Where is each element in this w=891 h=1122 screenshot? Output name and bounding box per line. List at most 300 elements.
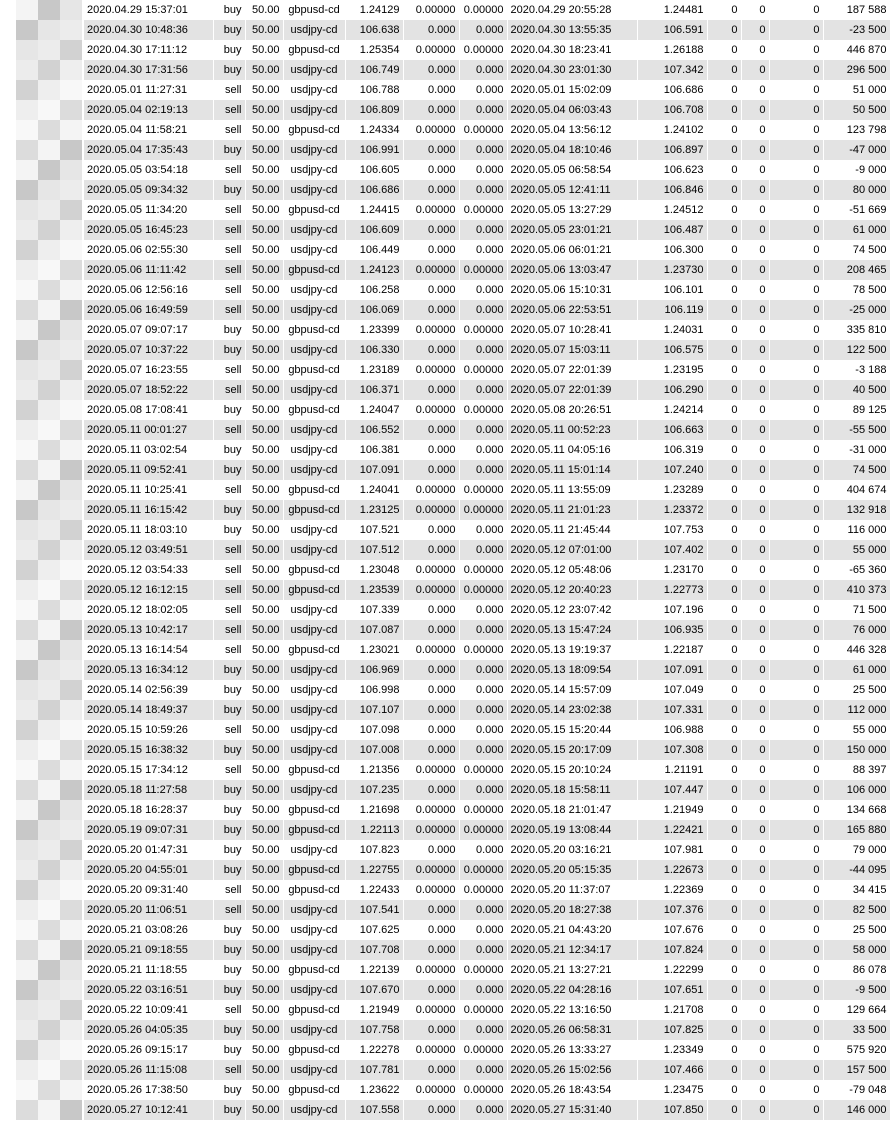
profit-cell: 296 500 <box>823 60 890 80</box>
stop-loss-cell: 0.00000 <box>403 1040 459 1060</box>
table-row <box>84 880 890 900</box>
profit-cell: 335 810 <box>823 320 890 340</box>
type-cell: buy <box>213 940 245 960</box>
taxes-cell: 0 <box>741 800 769 820</box>
open-price-cell: 106.605 <box>345 160 403 180</box>
symbol-cell: gbpusd-cd <box>283 120 345 140</box>
table-row <box>84 700 890 720</box>
commission-cell: 0 <box>707 720 741 740</box>
volume-cell: 50.00 <box>245 200 283 220</box>
table-row <box>84 920 890 940</box>
commission-cell: 0 <box>707 820 741 840</box>
table-row <box>84 540 890 560</box>
close-time-cell: 2020.05.05 06:58:54 <box>507 160 637 180</box>
swap-cell: 0 <box>769 1100 823 1120</box>
volume-cell: 50.00 <box>245 760 283 780</box>
taxes-cell: 0 <box>741 820 769 840</box>
taxes-cell: 0 <box>741 380 769 400</box>
table-row <box>84 1000 890 1020</box>
taxes-cell: 0 <box>741 700 769 720</box>
open-price-cell: 106.749 <box>345 60 403 80</box>
close-price-cell: 1.22421 <box>637 820 707 840</box>
redaction-block <box>38 760 60 780</box>
profit-cell: 55 000 <box>823 720 890 740</box>
swap-cell: 0 <box>769 660 823 680</box>
symbol-cell: gbpusd-cd <box>283 400 345 420</box>
close-price-cell: 106.897 <box>637 140 707 160</box>
type-cell: buy <box>213 980 245 1000</box>
redaction-block <box>38 1000 60 1020</box>
table-row <box>84 460 890 480</box>
redaction-block <box>16 1060 38 1080</box>
close-price-cell: 106.290 <box>637 380 707 400</box>
table-row <box>84 780 890 800</box>
commission-cell: 0 <box>707 120 741 140</box>
close-time-cell: 2020.05.06 13:03:47 <box>507 260 637 280</box>
taxes-cell: 0 <box>741 340 769 360</box>
taxes-cell: 0 <box>741 620 769 640</box>
close-time-cell: 2020.05.20 05:15:35 <box>507 860 637 880</box>
stop-loss-cell: 0.000 <box>403 940 459 960</box>
open-time-cell: 2020.05.05 03:54:18 <box>84 160 213 180</box>
symbol-cell: gbpusd-cd <box>283 500 345 520</box>
close-price-cell: 106.663 <box>637 420 707 440</box>
commission-cell: 0 <box>707 900 741 920</box>
symbol-cell: usdjpy-cd <box>283 1060 345 1080</box>
symbol-cell: gbpusd-cd <box>283 360 345 380</box>
open-price-cell: 106.371 <box>345 380 403 400</box>
table-row <box>84 500 890 520</box>
close-price-cell: 1.23170 <box>637 560 707 580</box>
table-row <box>84 180 890 200</box>
open-price-cell: 107.091 <box>345 460 403 480</box>
redaction-block <box>60 720 82 740</box>
symbol-cell: usdjpy-cd <box>283 20 345 40</box>
redaction-block <box>38 120 60 140</box>
redaction-block <box>38 260 60 280</box>
swap-cell: 0 <box>769 440 823 460</box>
type-cell: buy <box>213 180 245 200</box>
take-profit-cell: 0.00000 <box>459 800 507 820</box>
type-cell: buy <box>213 1100 245 1120</box>
redaction-block <box>16 840 38 860</box>
redaction-block <box>16 960 38 980</box>
open-price-cell: 1.23539 <box>345 580 403 600</box>
redaction-block <box>38 860 60 880</box>
close-price-cell: 107.466 <box>637 1060 707 1080</box>
open-price-cell: 106.069 <box>345 300 403 320</box>
stop-loss-cell: 0.000 <box>403 160 459 180</box>
close-price-cell: 1.23289 <box>637 480 707 500</box>
take-profit-cell: 0.000 <box>459 720 507 740</box>
stop-loss-cell: 0.00000 <box>403 960 459 980</box>
redaction-block <box>60 600 82 620</box>
profit-cell: 34 415 <box>823 880 890 900</box>
swap-cell: 0 <box>769 1060 823 1080</box>
open-time-cell: 2020.05.07 18:52:22 <box>84 380 213 400</box>
open-time-cell: 2020.05.08 17:08:41 <box>84 400 213 420</box>
redaction-block <box>38 640 60 660</box>
close-time-cell: 2020.05.11 04:05:16 <box>507 440 637 460</box>
profit-cell: 132 918 <box>823 500 890 520</box>
redaction-block <box>16 380 38 400</box>
stop-loss-cell: 0.00000 <box>403 40 459 60</box>
open-time-cell: 2020.05.27 10:12:41 <box>84 1100 213 1120</box>
open-time-cell: 2020.05.05 11:34:20 <box>84 200 213 220</box>
close-time-cell: 2020.05.05 13:27:29 <box>507 200 637 220</box>
close-price-cell: 106.487 <box>637 220 707 240</box>
close-time-cell: 2020.05.11 21:45:44 <box>507 520 637 540</box>
volume-cell: 50.00 <box>245 60 283 80</box>
close-price-cell: 107.196 <box>637 600 707 620</box>
type-cell: buy <box>213 700 245 720</box>
table-row <box>84 560 890 580</box>
commission-cell: 0 <box>707 140 741 160</box>
table-row <box>84 680 890 700</box>
close-time-cell: 2020.04.30 13:55:35 <box>507 20 637 40</box>
swap-cell: 0 <box>769 1000 823 1020</box>
profit-cell: 25 500 <box>823 920 890 940</box>
stop-loss-cell: 0.000 <box>403 180 459 200</box>
redaction-block <box>16 320 38 340</box>
profit-cell: 79 000 <box>823 840 890 860</box>
taxes-cell: 0 <box>741 40 769 60</box>
redaction-block <box>16 60 38 80</box>
volume-cell: 50.00 <box>245 260 283 280</box>
redaction-block <box>38 520 60 540</box>
open-price-cell: 1.24047 <box>345 400 403 420</box>
stop-loss-cell: 0.000 <box>403 420 459 440</box>
type-cell: buy <box>213 0 245 20</box>
open-price-cell: 1.23622 <box>345 1080 403 1100</box>
close-price-cell: 107.824 <box>637 940 707 960</box>
swap-cell: 0 <box>769 540 823 560</box>
open-price-cell: 106.788 <box>345 80 403 100</box>
take-profit-cell: 0.000 <box>459 280 507 300</box>
table-row <box>84 640 890 660</box>
type-cell: sell <box>213 760 245 780</box>
redaction-block <box>60 1060 82 1080</box>
stop-loss-cell: 0.000 <box>403 460 459 480</box>
table-row <box>84 1060 890 1080</box>
swap-cell: 0 <box>769 60 823 80</box>
table-row <box>84 900 890 920</box>
open-time-cell: 2020.05.12 03:49:51 <box>84 540 213 560</box>
swap-cell: 0 <box>769 400 823 420</box>
take-profit-cell: 0.00000 <box>459 320 507 340</box>
redaction-block <box>16 1100 38 1120</box>
taxes-cell: 0 <box>741 100 769 120</box>
commission-cell: 0 <box>707 980 741 1000</box>
commission-cell: 0 <box>707 1060 741 1080</box>
commission-cell: 0 <box>707 100 741 120</box>
swap-cell: 0 <box>769 860 823 880</box>
taxes-cell: 0 <box>741 600 769 620</box>
redaction-block <box>16 180 38 200</box>
type-cell: sell <box>213 1060 245 1080</box>
redaction-block <box>16 100 38 120</box>
redaction-block <box>38 400 60 420</box>
open-time-cell: 2020.05.13 16:34:12 <box>84 660 213 680</box>
profit-cell: 76 000 <box>823 620 890 640</box>
close-time-cell: 2020.05.27 15:31:40 <box>507 1100 637 1120</box>
redaction-block <box>60 1040 82 1060</box>
close-time-cell: 2020.05.04 06:03:43 <box>507 100 637 120</box>
close-time-cell: 2020.05.20 18:27:38 <box>507 900 637 920</box>
stop-loss-cell: 0.00000 <box>403 640 459 660</box>
table-row <box>84 760 890 780</box>
open-price-cell: 1.23048 <box>345 560 403 580</box>
volume-cell: 50.00 <box>245 460 283 480</box>
swap-cell: 0 <box>769 80 823 100</box>
stop-loss-cell: 0.00000 <box>403 820 459 840</box>
swap-cell: 0 <box>769 760 823 780</box>
profit-cell: 78 500 <box>823 280 890 300</box>
redaction-block <box>60 1000 82 1020</box>
redaction-block <box>38 340 60 360</box>
close-time-cell: 2020.05.08 20:26:51 <box>507 400 637 420</box>
volume-cell: 50.00 <box>245 380 283 400</box>
profit-cell: -9 500 <box>823 980 890 1000</box>
close-price-cell: 1.24481 <box>637 0 707 20</box>
table-row <box>84 1020 890 1040</box>
table-row <box>84 260 890 280</box>
close-time-cell: 2020.05.26 06:58:31 <box>507 1020 637 1040</box>
swap-cell: 0 <box>769 460 823 480</box>
open-time-cell: 2020.05.07 16:23:55 <box>84 360 213 380</box>
type-cell: sell <box>213 720 245 740</box>
redaction-block <box>60 380 82 400</box>
open-price-cell: 107.339 <box>345 600 403 620</box>
close-time-cell: 2020.05.15 20:17:09 <box>507 740 637 760</box>
redaction-block <box>60 440 82 460</box>
open-price-cell: 107.758 <box>345 1020 403 1040</box>
type-cell: buy <box>213 680 245 700</box>
close-price-cell: 107.240 <box>637 460 707 480</box>
redaction-block <box>38 1040 60 1060</box>
taxes-cell: 0 <box>741 260 769 280</box>
type-cell: buy <box>213 440 245 460</box>
table-row <box>84 1080 890 1100</box>
type-cell: sell <box>213 240 245 260</box>
close-price-cell: 1.26188 <box>637 40 707 60</box>
open-price-cell: 106.991 <box>345 140 403 160</box>
close-time-cell: 2020.05.21 04:43:20 <box>507 920 637 940</box>
open-time-cell: 2020.05.15 10:59:26 <box>84 720 213 740</box>
volume-cell: 50.00 <box>245 980 283 1000</box>
open-time-cell: 2020.05.04 11:58:21 <box>84 120 213 140</box>
taxes-cell: 0 <box>741 640 769 660</box>
type-cell: buy <box>213 1040 245 1060</box>
take-profit-cell: 0.000 <box>459 540 507 560</box>
commission-cell: 0 <box>707 800 741 820</box>
table-row <box>84 820 890 840</box>
redaction-block <box>16 280 38 300</box>
take-profit-cell: 0.000 <box>459 780 507 800</box>
close-price-cell: 106.319 <box>637 440 707 460</box>
redaction-block <box>38 160 60 180</box>
close-time-cell: 2020.05.07 22:01:39 <box>507 360 637 380</box>
close-price-cell: 1.22299 <box>637 960 707 980</box>
close-price-cell: 1.23195 <box>637 360 707 380</box>
symbol-cell: usdjpy-cd <box>283 660 345 680</box>
redaction-block <box>38 680 60 700</box>
profit-cell: -23 500 <box>823 20 890 40</box>
open-price-cell: 107.541 <box>345 900 403 920</box>
table-row <box>84 220 890 240</box>
close-price-cell: 107.676 <box>637 920 707 940</box>
taxes-cell: 0 <box>741 220 769 240</box>
redaction-block <box>60 180 82 200</box>
commission-cell: 0 <box>707 340 741 360</box>
commission-cell: 0 <box>707 0 741 20</box>
type-cell: buy <box>213 1020 245 1040</box>
volume-cell: 50.00 <box>245 960 283 980</box>
taxes-cell: 0 <box>741 1000 769 1020</box>
close-time-cell: 2020.05.15 15:20:44 <box>507 720 637 740</box>
redaction-block <box>60 980 82 1000</box>
volume-cell: 50.00 <box>245 480 283 500</box>
type-cell: buy <box>213 800 245 820</box>
open-time-cell: 2020.05.26 11:15:08 <box>84 1060 213 1080</box>
redaction-block <box>60 1080 82 1100</box>
swap-cell: 0 <box>769 780 823 800</box>
taxes-cell: 0 <box>741 360 769 380</box>
stop-loss-cell: 0.00000 <box>403 480 459 500</box>
close-price-cell: 106.119 <box>637 300 707 320</box>
stop-loss-cell: 0.00000 <box>403 260 459 280</box>
commission-cell: 0 <box>707 80 741 100</box>
open-time-cell: 2020.05.21 03:08:26 <box>84 920 213 940</box>
type-cell: buy <box>213 1080 245 1100</box>
redaction-block <box>16 80 38 100</box>
volume-cell: 50.00 <box>245 600 283 620</box>
table-row <box>84 80 890 100</box>
stop-loss-cell: 0.000 <box>403 80 459 100</box>
table-row <box>84 740 890 760</box>
redaction-block <box>38 780 60 800</box>
table-row <box>84 120 890 140</box>
profit-cell: 575 920 <box>823 1040 890 1060</box>
table-row <box>84 0 890 20</box>
redaction-block <box>16 260 38 280</box>
redaction-block <box>16 460 38 480</box>
profit-cell: 187 588 <box>823 0 890 20</box>
commission-cell: 0 <box>707 520 741 540</box>
close-price-cell: 1.23349 <box>637 1040 707 1060</box>
close-price-cell: 106.846 <box>637 180 707 200</box>
stop-loss-cell: 0.00000 <box>403 500 459 520</box>
table-row <box>84 520 890 540</box>
redaction-block <box>16 920 38 940</box>
redaction-block <box>16 480 38 500</box>
symbol-cell: gbpusd-cd <box>283 760 345 780</box>
type-cell: sell <box>213 540 245 560</box>
volume-cell: 50.00 <box>245 780 283 800</box>
table-row <box>84 860 890 880</box>
redacted-column <box>16 0 82 1122</box>
profit-cell: 40 500 <box>823 380 890 400</box>
take-profit-cell: 0.00000 <box>459 640 507 660</box>
volume-cell: 50.00 <box>245 700 283 720</box>
type-cell: buy <box>213 40 245 60</box>
take-profit-cell: 0.000 <box>459 1060 507 1080</box>
open-time-cell: 2020.05.07 09:07:17 <box>84 320 213 340</box>
open-time-cell: 2020.05.04 02:19:13 <box>84 100 213 120</box>
table-row <box>84 240 890 260</box>
open-time-cell: 2020.05.04 17:35:43 <box>84 140 213 160</box>
profit-cell: 61 000 <box>823 660 890 680</box>
redaction-block <box>38 200 60 220</box>
close-time-cell: 2020.04.29 20:55:28 <box>507 0 637 20</box>
symbol-cell: usdjpy-cd <box>283 540 345 560</box>
taxes-cell: 0 <box>741 280 769 300</box>
redaction-block <box>16 0 38 20</box>
type-cell: buy <box>213 20 245 40</box>
open-time-cell: 2020.05.11 09:52:41 <box>84 460 213 480</box>
swap-cell: 0 <box>769 560 823 580</box>
close-price-cell: 106.300 <box>637 240 707 260</box>
redaction-block <box>16 700 38 720</box>
redaction-block <box>60 400 82 420</box>
volume-cell: 50.00 <box>245 720 283 740</box>
type-cell: sell <box>213 420 245 440</box>
taxes-cell: 0 <box>741 60 769 80</box>
redaction-block <box>16 1080 38 1100</box>
close-time-cell: 2020.05.07 22:01:39 <box>507 380 637 400</box>
symbol-cell: usdjpy-cd <box>283 460 345 480</box>
open-time-cell: 2020.05.14 02:56:39 <box>84 680 213 700</box>
swap-cell: 0 <box>769 0 823 20</box>
table-row <box>84 960 890 980</box>
volume-cell: 50.00 <box>245 860 283 880</box>
table-row <box>84 800 890 820</box>
take-profit-cell: 0.000 <box>459 980 507 1000</box>
close-price-cell: 107.753 <box>637 520 707 540</box>
taxes-cell: 0 <box>741 200 769 220</box>
redaction-block <box>38 1080 60 1100</box>
take-profit-cell: 0.000 <box>459 700 507 720</box>
take-profit-cell: 0.000 <box>459 840 507 860</box>
symbol-cell: gbpusd-cd <box>283 480 345 500</box>
open-price-cell: 1.22139 <box>345 960 403 980</box>
commission-cell: 0 <box>707 560 741 580</box>
redaction-block <box>38 700 60 720</box>
volume-cell: 50.00 <box>245 620 283 640</box>
open-time-cell: 2020.05.18 16:28:37 <box>84 800 213 820</box>
symbol-cell: gbpusd-cd <box>283 960 345 980</box>
redaction-block <box>60 1020 82 1040</box>
open-time-cell: 2020.04.30 17:31:56 <box>84 60 213 80</box>
take-profit-cell: 0.000 <box>459 740 507 760</box>
swap-cell: 0 <box>769 880 823 900</box>
profit-cell: -44 095 <box>823 860 890 880</box>
open-price-cell: 106.552 <box>345 420 403 440</box>
close-time-cell: 2020.05.11 21:01:23 <box>507 500 637 520</box>
open-time-cell: 2020.05.22 03:16:51 <box>84 980 213 1000</box>
open-price-cell: 107.087 <box>345 620 403 640</box>
symbol-cell: gbpusd-cd <box>283 560 345 580</box>
profit-cell: 150 000 <box>823 740 890 760</box>
type-cell: buy <box>213 740 245 760</box>
swap-cell: 0 <box>769 700 823 720</box>
commission-cell: 0 <box>707 880 741 900</box>
redaction-block <box>60 780 82 800</box>
redaction-block <box>60 220 82 240</box>
type-cell: sell <box>213 80 245 100</box>
stop-loss-cell: 0.00000 <box>403 200 459 220</box>
redaction-block <box>60 680 82 700</box>
